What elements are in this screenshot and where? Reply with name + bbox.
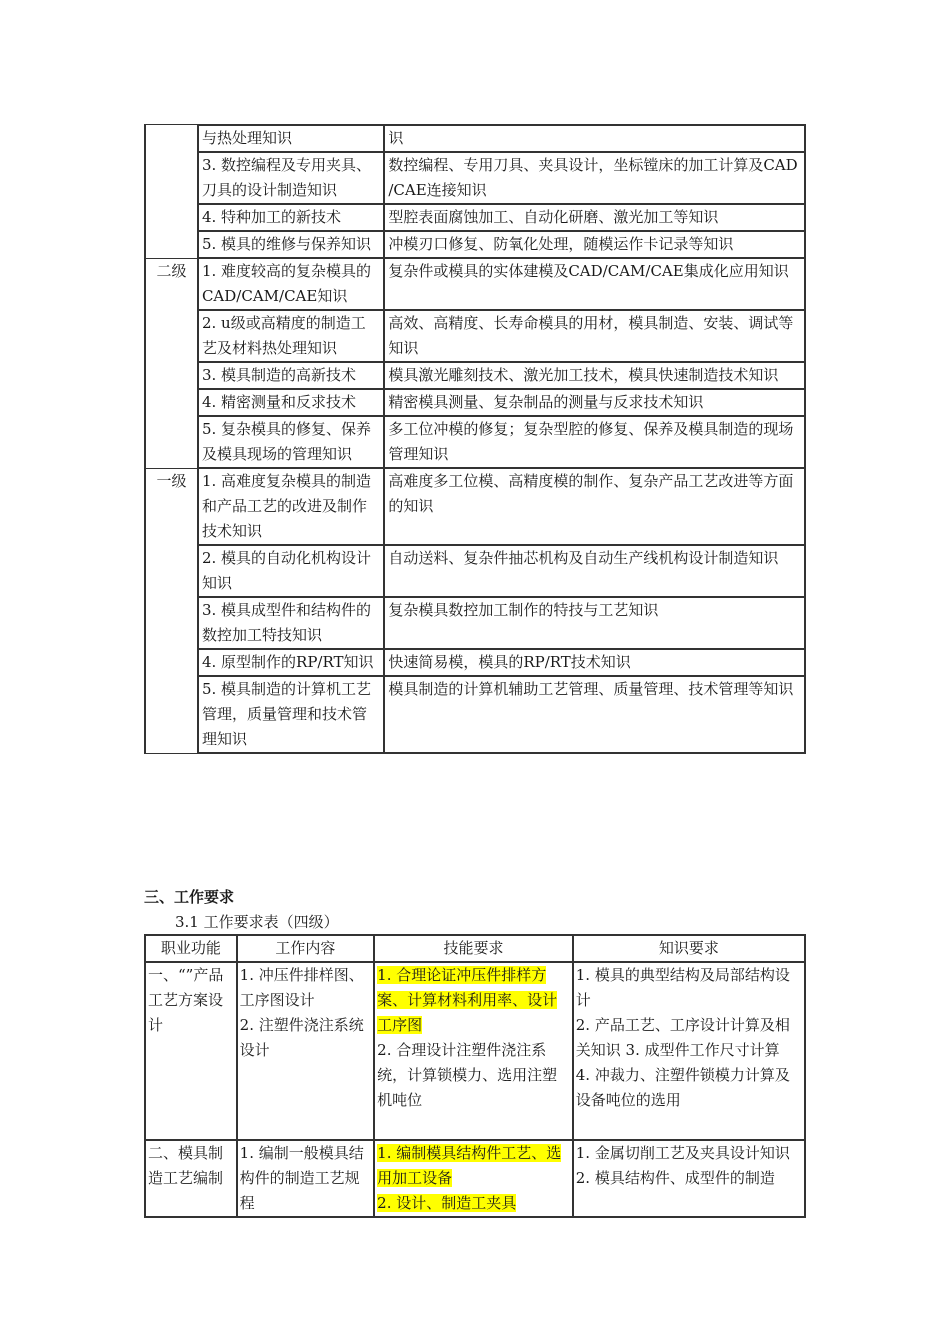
function-cell: 一、“”产品工艺方案设计	[145, 962, 237, 1140]
topic-cell: 5. 模具的维修与保养知识	[198, 231, 384, 258]
work-item: 1. 编制一般模具结构件的制造工艺规程	[239, 1144, 364, 1212]
topic-cell: 2. u级或高精度的制造工艺及材料热处理知识	[198, 310, 384, 362]
level-cell	[145, 649, 198, 676]
skill-highlighted: 1. 编制模具结构件工艺、选用加工设备	[377, 1144, 562, 1187]
skill-cell	[374, 1140, 573, 1217]
content-cell: 多工位冲模的修复；复杂型腔的修复、保养及模具制造的现场管理知识	[384, 416, 805, 468]
level-cell	[145, 389, 198, 416]
skill-item: 2. 合理设计注塑件浇注系统，计算锁模力、选用注塑机吨位	[377, 1041, 558, 1109]
work-cell	[237, 1140, 375, 1217]
topic-cell: 3. 模具成型件和结构件的数控加工特技知识	[198, 597, 384, 649]
table-row	[145, 1140, 805, 1217]
table-row	[145, 362, 805, 389]
skill-highlighted: 1. 合理论证冲压件排样方案、计算材料利用率、设计工序图	[377, 966, 558, 1034]
topic-cell: 1. 高难度复杂模具的制造和产品工艺的改进及制作技术知识	[198, 468, 384, 545]
table-row	[145, 310, 805, 362]
content-cell: 冲模刃口修复、防氧化处理，随模运作卡记录等知识	[384, 231, 805, 258]
topic-cell: 5. 复杂模具的修复、保养及模具现场的管理知识	[198, 416, 384, 468]
level-cell	[145, 362, 198, 389]
content-cell: 数控编程、专用刀具、夹具设计，坐标镗床的加工计算及CAD /CAE连接知识	[384, 152, 805, 204]
topic-cell: 3. 模具制造的高新技术	[198, 362, 384, 389]
content-cell: 高难度多工位模、高精度模的制作、复杂产品工艺改进等方面的知识	[384, 468, 805, 545]
level-cell	[145, 204, 198, 231]
level-cell	[145, 416, 198, 468]
level-cell	[145, 310, 198, 362]
knowledge-item: 2. 产品工艺、工序设计计算及相关知识 3. 成型件工作尺寸计算	[575, 1016, 790, 1059]
topic-cell: 2. 模具的自动化机构设计知识	[198, 545, 384, 597]
table-row	[145, 152, 805, 204]
table-row	[145, 676, 805, 753]
level-cell	[145, 152, 198, 204]
content-cell: 复杂件或模具的实体建模及CAD/CAM/CAE集成化应用知识	[384, 258, 805, 310]
content-cell: 高效、高精度、长寿命模具的用材，模具制造、安装、调试等知识	[384, 310, 805, 362]
skill-cell	[374, 962, 573, 1140]
level-cell: 二级	[145, 258, 198, 310]
content-cell: 自动送料、复杂件抽芯机构及自动生产线机构设计制造知识	[384, 545, 805, 597]
table-row	[145, 389, 805, 416]
content-cell: 识	[384, 125, 805, 152]
knowledge-item: 1. 金属切削工艺及夹具设计知识	[575, 1144, 790, 1162]
level-cell: 一级	[145, 468, 198, 545]
content-cell: 模具激光雕刻技术、激光加工技术，模具快速制造技术知识	[384, 362, 805, 389]
work-cell	[237, 962, 375, 1140]
level-cell	[145, 545, 198, 597]
table-row	[145, 258, 805, 310]
topic-cell: 1. 难度较高的复杂模具的CAD/CAM/CAE知识	[198, 258, 384, 310]
work-item: 2. 注塑件浇注系统设计	[239, 1016, 364, 1059]
skill-highlighted: 2. 设计、制造工夹具	[377, 1194, 517, 1212]
table-row	[145, 231, 805, 258]
level-cell	[145, 676, 198, 753]
topic-cell: 3. 数控编程及专用夹具、刀具的设计制造知识	[198, 152, 384, 204]
topic-cell: 5. 模具制造的计算机工艺管理，质量管理和技术管理知识	[198, 676, 384, 753]
table-row	[145, 416, 805, 468]
function-cell: 二、模具制造工艺编制	[145, 1140, 237, 1217]
table-row	[145, 204, 805, 231]
knowledge-cell	[573, 1140, 805, 1217]
table-row	[145, 125, 805, 152]
knowledge-item: 2. 模具结构件、成型件的制造	[575, 1169, 775, 1187]
section-heading: 三、工作要求	[144, 888, 235, 906]
knowledge-table	[144, 124, 806, 754]
level-cell	[145, 125, 198, 152]
topic-cell: 4. 特种加工的新技术	[198, 204, 384, 231]
table-header-row	[145, 935, 805, 962]
content-cell: 精密模具测量、复杂制品的测量与反求技术知识	[384, 389, 805, 416]
table-row	[145, 545, 805, 597]
topic-cell: 4. 原型制作的RP/RT知识	[198, 649, 384, 676]
knowledge-item: 4. 冲裁力、注塑件锁模力计算及设备吨位的选用	[575, 1066, 790, 1109]
work-item: 1. 冲压件排样图、工序图设计	[239, 966, 364, 1009]
table-row	[145, 468, 805, 545]
table-row	[145, 649, 805, 676]
content-cell: 快速简易模，模具的RP/RT技术知识	[384, 649, 805, 676]
content-cell: 模具制造的计算机辅助工艺管理、质量管理、技术管理等知识	[384, 676, 805, 753]
topic-cell: 与热处理知识	[198, 125, 384, 152]
table-row	[145, 597, 805, 649]
header-function: 职业功能	[145, 935, 237, 962]
work-requirements-table	[144, 934, 806, 1218]
knowledge-item: 1. 模具的典型结构及局部结构设计	[575, 966, 790, 1009]
table-caption: 3.1 工作要求表（四级）	[175, 913, 339, 931]
knowledge-cell	[573, 962, 805, 1140]
header-skill: 技能要求	[374, 935, 573, 962]
content-cell: 型腔表面腐蚀加工、自动化研磨、激光加工等知识	[384, 204, 805, 231]
level-cell	[145, 231, 198, 258]
level-cell	[145, 597, 198, 649]
topic-cell: 4. 精密测量和反求技术	[198, 389, 384, 416]
header-knowledge: 知识要求	[573, 935, 805, 962]
header-work: 工作内容	[237, 935, 375, 962]
table-row	[145, 962, 805, 1140]
content-cell: 复杂模具数控加工制作的特技与工艺知识	[384, 597, 805, 649]
